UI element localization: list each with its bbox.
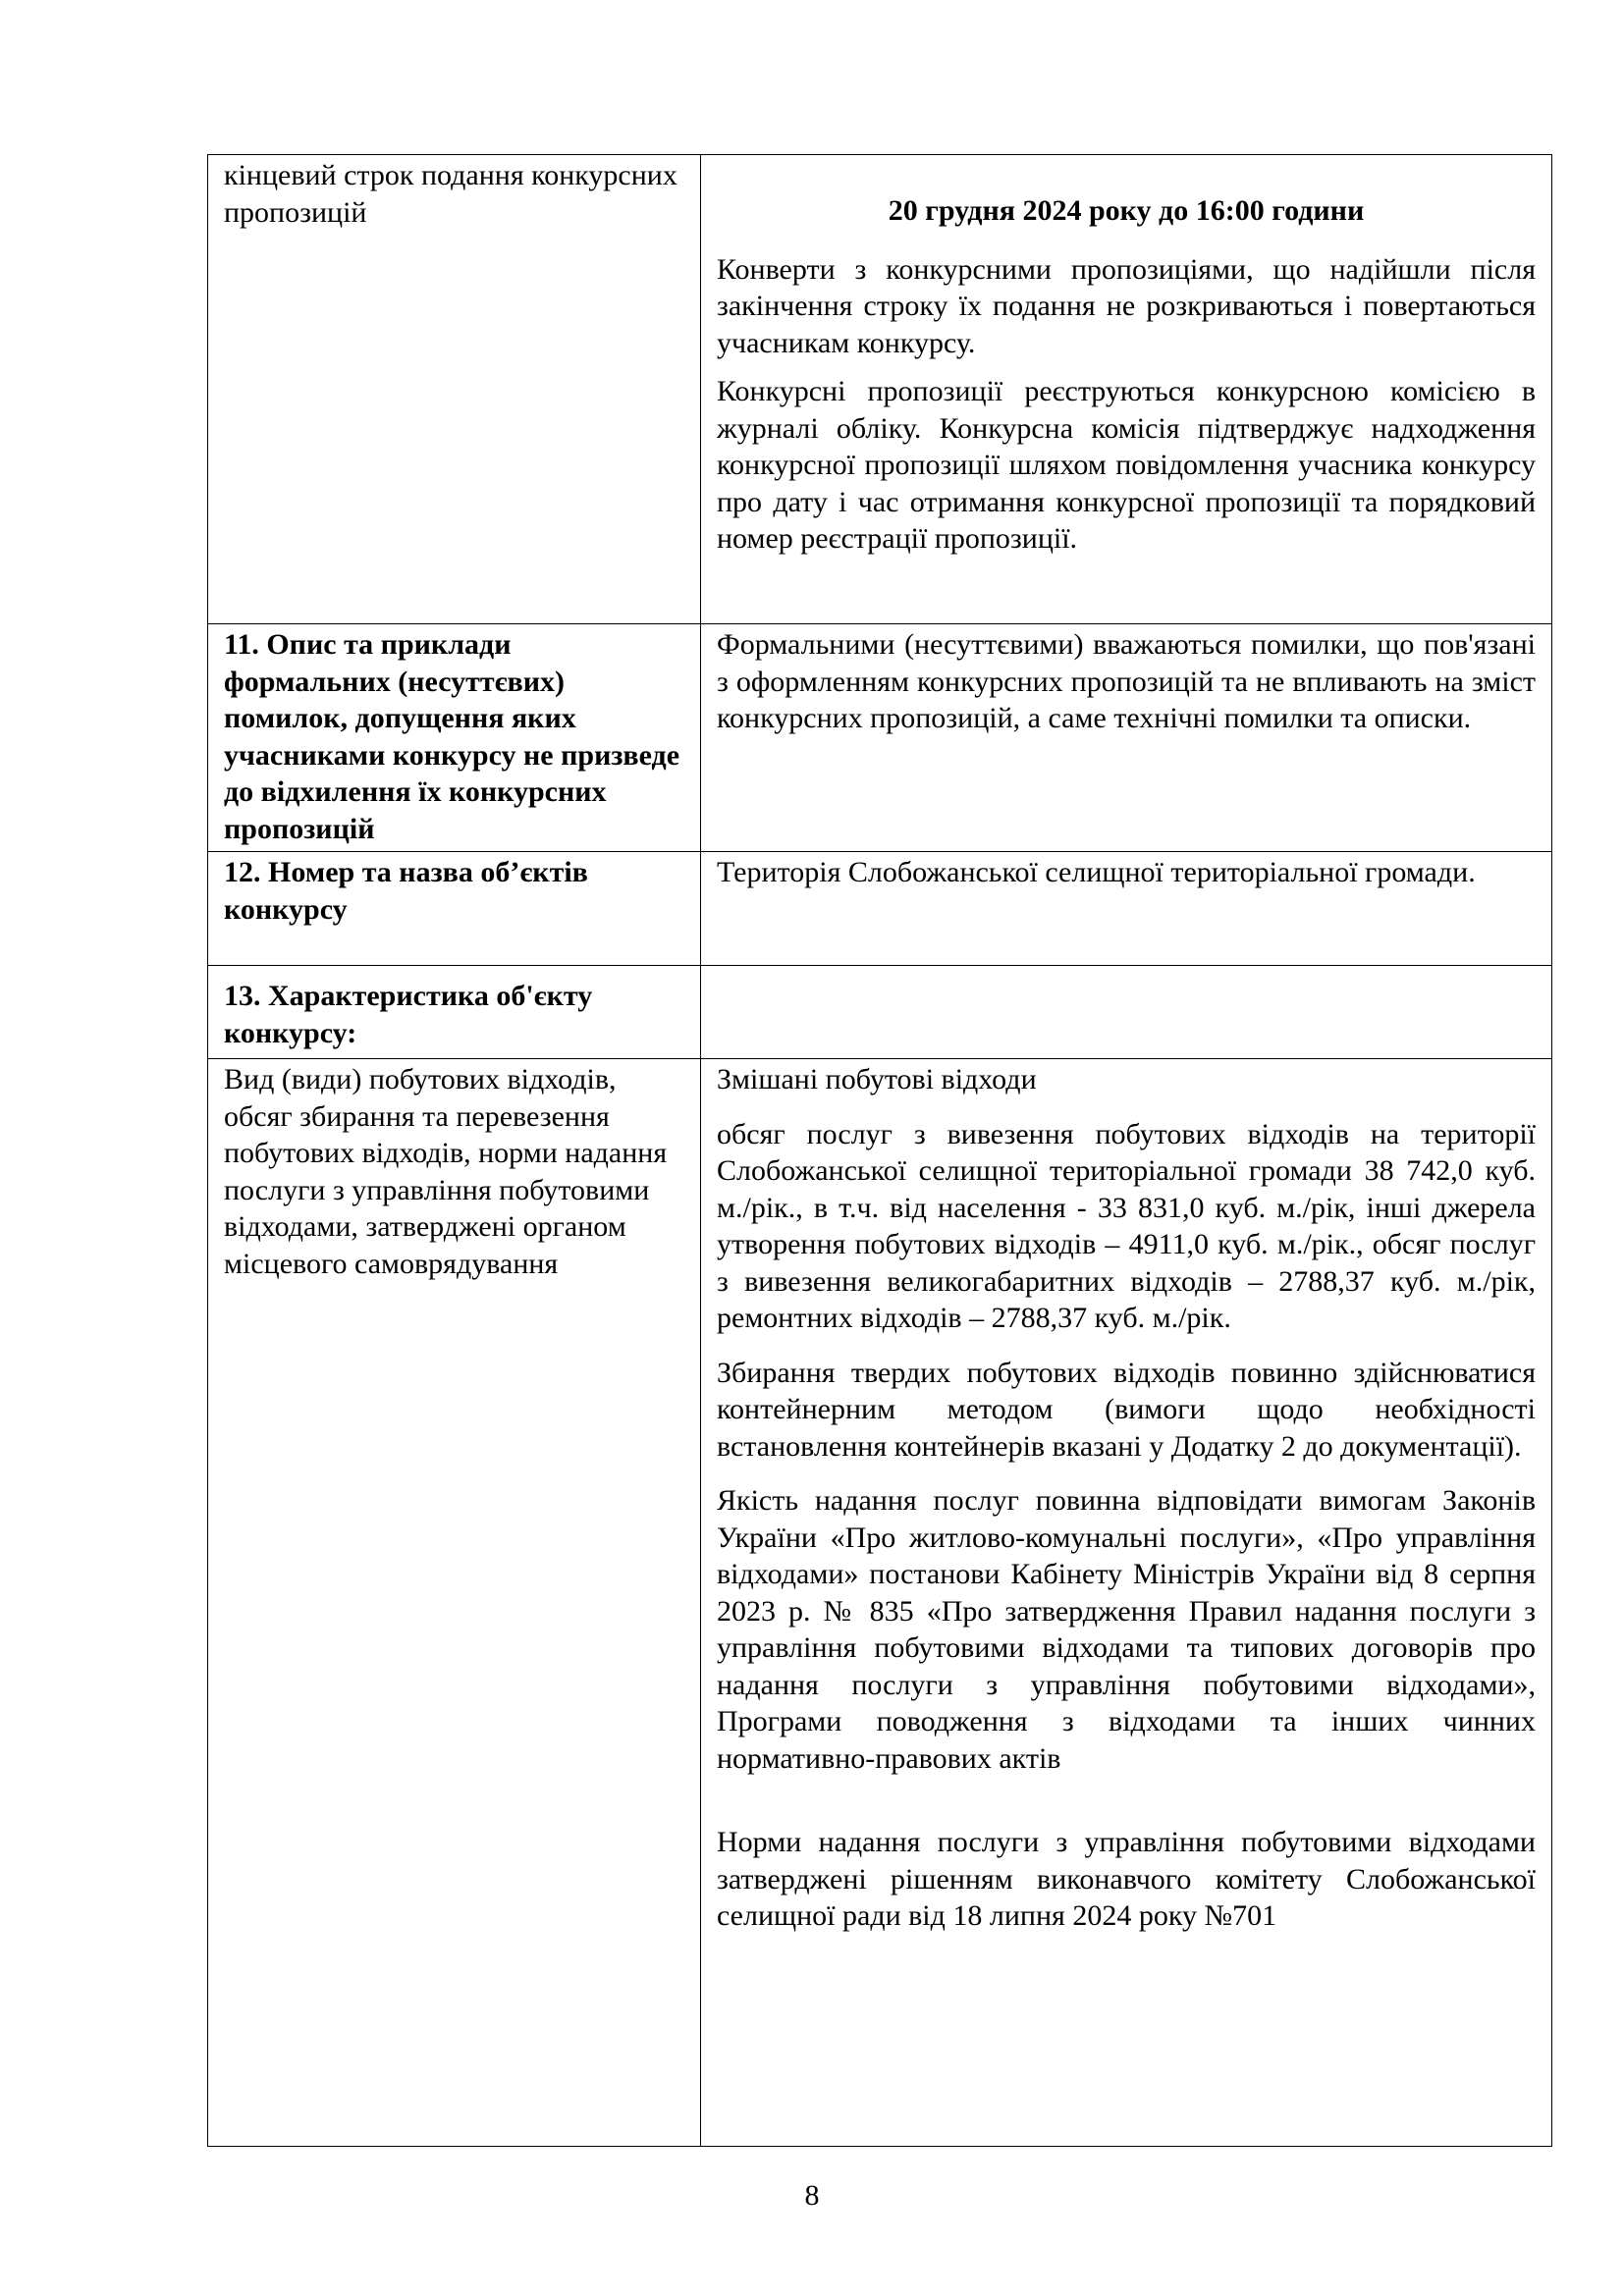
row-label-cell: [208, 155, 701, 624]
row-value-cell: [701, 624, 1552, 852]
table-row: [208, 1059, 1552, 2147]
table-row: [208, 624, 1552, 852]
row-value-cell: [701, 1059, 1552, 2147]
page-number: 8: [804, 2179, 820, 2212]
deadline-paragraph: Конверти з конкурсними пропозиціями, що надійшли після закінчення строку їх подання не розкриваються і повертаються учасникам конкурсу.: [717, 252, 1536, 359]
table-row: [208, 852, 1552, 966]
characteristic-label: 13. Характеристика об'єкту конкурсу:: [224, 980, 593, 1049]
deadline-label: кінцевий строк подання конкурсних пропозицій: [224, 159, 677, 229]
row-label-cell: [208, 966, 701, 1059]
document-table: [207, 154, 1552, 2147]
objects-label: 12. Номер та назва об’єктів конкурсу: [224, 856, 588, 926]
objects-text: Територія Слобожанської селищної територіальної громади.: [717, 856, 1476, 888]
table-row: [208, 155, 1552, 624]
row-label-cell: [208, 624, 701, 852]
formal-errors-label: 11. Опис та приклади формальних (несуттєвих) помилок, допущення яких учасниками конкурсу не призведе до відхилення їх конкурсних пропозицій: [224, 628, 680, 845]
waste-volume-paragraph: обсяг послуг з вивезення побутових відходів на території Слобожанської селищної територіальної громади 38 742,0 куб. м./рік., в т.ч. від населення - 33 831,0 куб. м./рік, інші джерела утворення побутових відходів – 4911,0 куб. м./рік., обсяг послуг з вивезення великогабаритних відходів – 2788,37 куб. м./рік, ремонтних відходів – 2788,37 куб. м./рік.: [717, 1117, 1536, 1334]
row-label-cell: [208, 852, 701, 966]
service-norms-paragraph: Норми надання послуги з управління побутовими відходами затверджені рішенням виконавчого комітету Слобожанської селищної ради від 18 липня 2024 року №701: [717, 1826, 1536, 1932]
waste-label: Вид (види) побутових відходів, обсяг збирання та перевезення побутових відходів, норми надання послуги з управління побутовими відходами, затверджені органом місцевого самоврядування: [224, 1063, 668, 1280]
formal-errors-text: Формальними (несуттєвими) вважаються помилки, що пов'язані з оформленням конкурсних пропозицій та не впливають на зміст конкурсних пропозицій, а саме технічні помилки та описки.: [717, 628, 1536, 734]
service-quality-paragraph: Якість надання послуг повинна відповідати вимогам Законів України «Про житлово-комунальні послуги», «Про управління відходами» постанови Кабінету Міністрів України від 8 серпня 2023 р. № 835 «Про затвердження Правил надання послуги з управління побутовими відходами та типових договорів про надання послуги з управління побутовими відходами», Програми поводження з відходами та інших чинних нормативно-правових актів: [717, 1484, 1536, 1775]
row-value-cell: [701, 966, 1552, 1059]
row-value-cell: [701, 852, 1552, 966]
table-row: [208, 966, 1552, 1059]
deadline-paragraph: Конкурсні пропозиції реєструються конкурсною комісією в журналі обліку. Конкурсна комісія підтверджує надходження конкурсної пропозиції шляхом повідомлення учасника конкурсу про дату і час отримання конкурсної пропозиції та порядковий номер реєстрації пропозиції.: [717, 375, 1536, 555]
deadline-date: 20 грудня 2024 року до 16:00 години: [888, 194, 1365, 227]
waste-type: Змішані побутові відходи: [717, 1063, 1037, 1095]
row-value-cell: [701, 155, 1552, 624]
waste-collection-paragraph: Збирання твердих побутових відходів повинно здійснюватися контейнерним методом (вимоги щодо необхідності встановлення контейнерів вказані у Додатку 2 до документації).: [717, 1356, 1536, 1463]
row-label-cell: [208, 1059, 701, 2147]
